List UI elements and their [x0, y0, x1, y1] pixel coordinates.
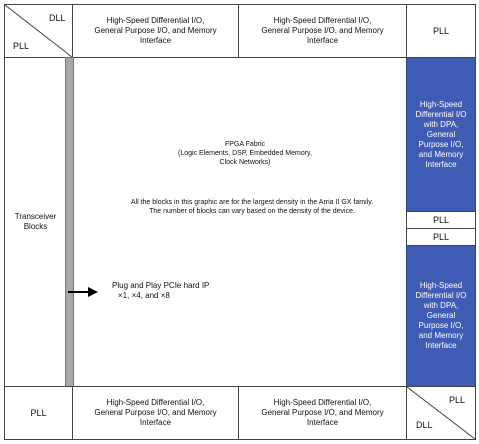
right-pll-2: [406, 228, 476, 246]
pcie-title: Plug and Play PCIe hard IP: [112, 281, 210, 290]
fabric-title: FPGA Fabric: [224, 141, 266, 148]
dll-label: DLL: [49, 13, 66, 23]
pcie-label: [112, 281, 282, 301]
corner-top-left: [4, 4, 73, 58]
io-block-label: High-Speed Differential I/O, General Purpose I/O, and Memory Interface: [94, 16, 217, 45]
side-block-label: High-Speed Differential I/O with DPA, General Purpose I/O, and Memory Interface: [415, 99, 467, 169]
corner-bottom-right: [406, 386, 476, 440]
pll-label: PLL: [432, 26, 449, 36]
corner-top-right-pll: [406, 4, 476, 58]
pll-label: PLL: [13, 41, 30, 51]
density-note: All the blocks in this graphic are for the largest density in the Arria II GX family. The number of blocks can vary based on the density of the device.: [130, 199, 374, 215]
pll-label: PLL: [30, 408, 47, 418]
io-block-label: High-Speed Differential I/O, General Purpose I/O, and Memory Interface: [94, 398, 217, 427]
io-block-top-right: [238, 4, 407, 58]
io-block-label: High-Speed Differential I/O, General Purpose I/O, and Memory Interface: [261, 398, 384, 427]
io-block-top-left: [72, 4, 239, 58]
pll-label: PLL: [432, 232, 449, 242]
pll-label: PLL: [449, 395, 466, 405]
transceiver-column: [4, 57, 66, 387]
corner-bottom-left-pll: [4, 386, 73, 440]
side-io-block-bottom: [406, 245, 476, 387]
fabric-subtitle: (Logic Elements, DSP, Embedded Memory, Clock Networks): [178, 150, 312, 166]
transceiver-blocks-label: Transceiver Blocks: [14, 212, 57, 231]
pll-label: PLL: [432, 215, 449, 225]
io-block-bottom-right: [238, 386, 407, 440]
side-block-label: High-Speed Differential I/O with DPA, General Purpose I/O, and Memory Interface: [415, 281, 467, 350]
right-pll-1: [406, 211, 476, 229]
dll-label: DLL: [416, 420, 433, 430]
side-io-block-top: [406, 57, 476, 212]
io-block-label: High-Speed Differential I/O, General Purpose I/O, and Memory Interface: [261, 16, 384, 45]
io-block-bottom-left: [72, 386, 239, 440]
transceiver-bar: [65, 57, 74, 387]
pcie-arrow-icon: [66, 285, 102, 299]
pcie-lanes: ×1, ×4, and ×8: [118, 291, 170, 300]
